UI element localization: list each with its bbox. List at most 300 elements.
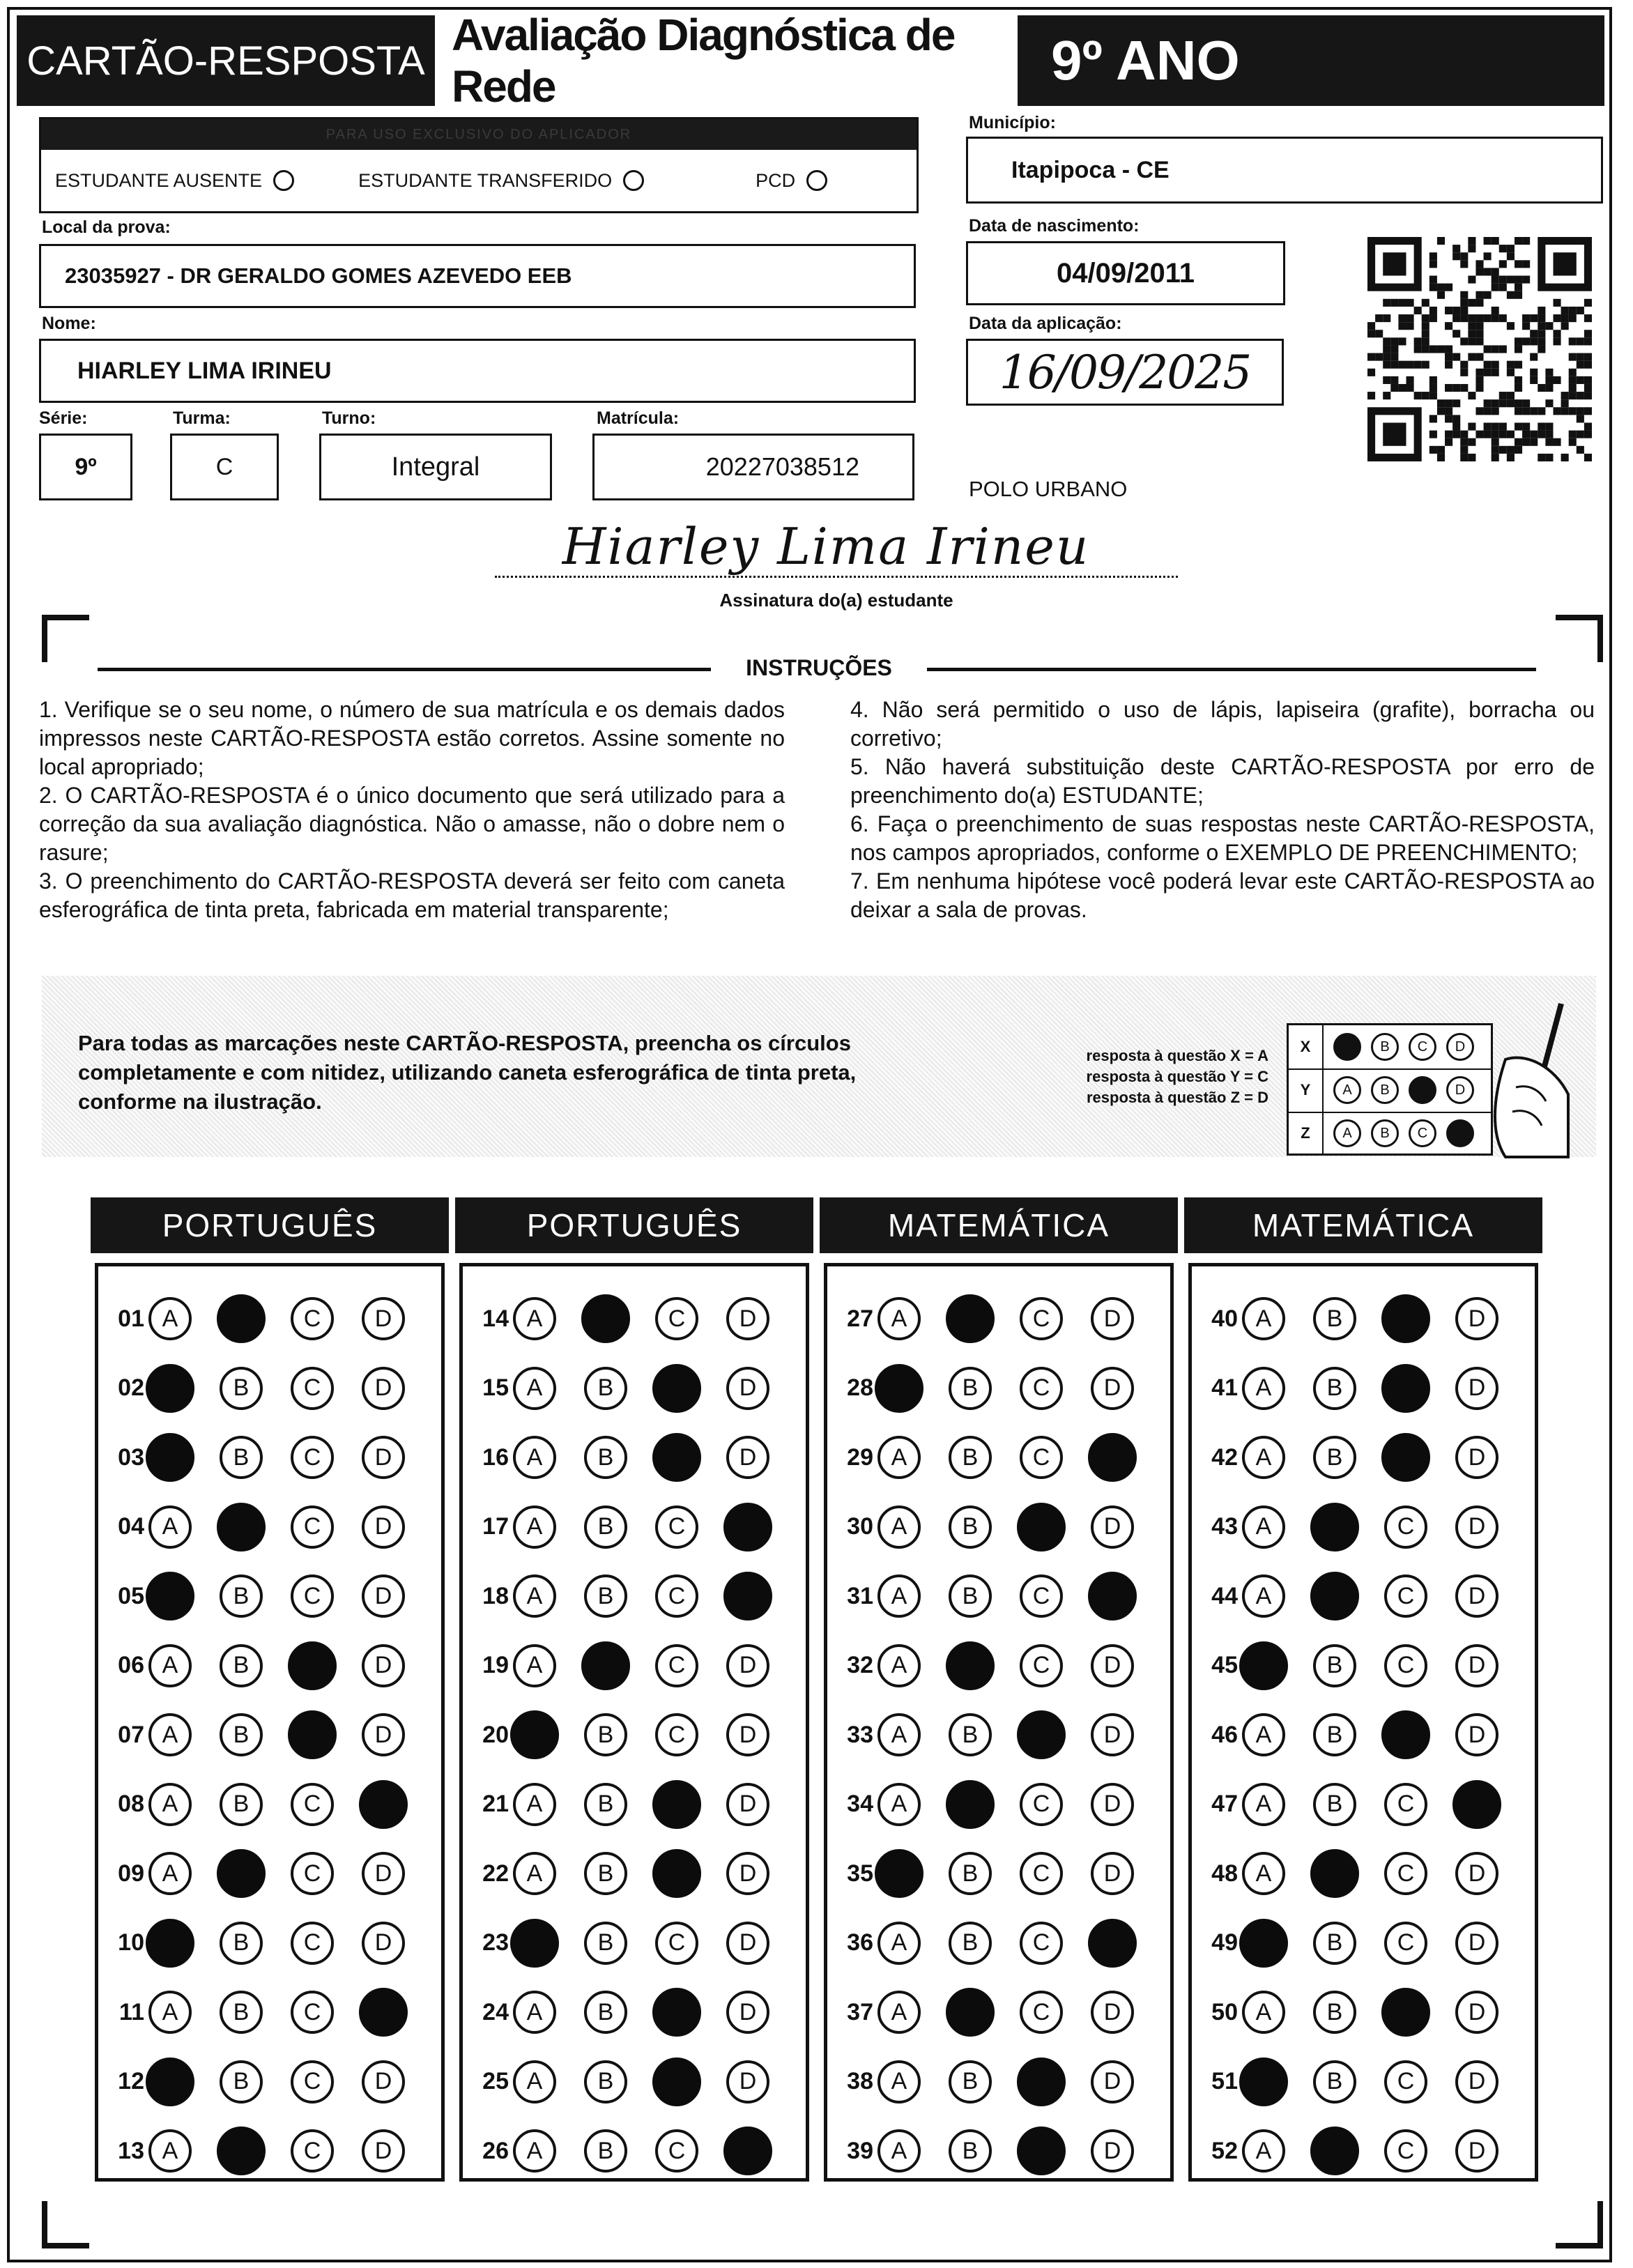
answer-bubble-filled[interactable] xyxy=(1381,1988,1430,2037)
answer-bubble[interactable]: B xyxy=(220,1644,263,1687)
question-row xyxy=(105,2058,433,2106)
answer-bubble-filled[interactable] xyxy=(359,1780,408,1829)
answer-bubble[interactable]: C xyxy=(655,2129,698,2173)
answer-bubble[interactable]: C xyxy=(1384,1783,1427,1826)
answer-bubble[interactable]: C xyxy=(1020,1783,1063,1826)
answer-bubble[interactable]: B xyxy=(584,1852,627,1895)
answer-bubble[interactable]: C xyxy=(655,1297,698,1340)
answer-bubble[interactable]: D xyxy=(1091,1713,1134,1756)
question-row xyxy=(1199,1572,1526,1620)
answer-bubble[interactable]: D xyxy=(1455,1852,1498,1895)
answer-bubble[interactable]: C xyxy=(1384,1922,1427,1965)
answer-bubble[interactable]: A xyxy=(513,1852,556,1895)
answer-bubble[interactable]: C xyxy=(1020,1436,1063,1479)
answer-bubble[interactable]: D xyxy=(1455,1991,1498,2034)
question-row xyxy=(1199,1710,1526,1759)
answer-bubble[interactable]: C xyxy=(1384,1574,1427,1618)
question-number: 24 xyxy=(482,1998,509,2025)
answer-bubble[interactable]: A xyxy=(513,1574,556,1618)
example-bubble: A xyxy=(1333,1119,1361,1147)
answer-bubble[interactable]: D xyxy=(1091,1991,1134,2034)
question-number: 46 xyxy=(1211,1721,1238,1748)
answer-bubble[interactable]: B xyxy=(584,1783,627,1826)
answer-bubble-filled[interactable] xyxy=(1381,1364,1430,1413)
answer-bubble-filled[interactable] xyxy=(146,1572,194,1620)
answer-bubble-filled[interactable] xyxy=(1381,1710,1430,1759)
signature-line xyxy=(495,576,1178,578)
pcd-label: PCD xyxy=(756,169,796,191)
answer-bubble[interactable]: C xyxy=(1020,1852,1063,1895)
question-row xyxy=(470,1503,797,1551)
answer-grid-1 xyxy=(95,1263,445,2182)
answer-bubble-filled[interactable] xyxy=(875,1364,923,1413)
answer-bubble[interactable]: A xyxy=(513,1783,556,1826)
question-number: 17 xyxy=(482,1513,509,1540)
answer-bubble-filled[interactable] xyxy=(1381,1294,1430,1343)
question-row xyxy=(1199,1641,1526,1690)
answer-bubble-filled[interactable] xyxy=(217,2127,266,2175)
question-row xyxy=(834,1919,1162,1968)
turno-field: Integral xyxy=(319,434,552,500)
answer-bubble[interactable]: B xyxy=(220,1922,263,1965)
question-number: 06 xyxy=(118,1652,144,1678)
answer-bubble[interactable]: D xyxy=(362,1852,405,1895)
answer-bubble[interactable]: D xyxy=(1455,1574,1498,1618)
answer-bubble-filled[interactable] xyxy=(217,1294,266,1343)
answer-bubble-filled[interactable] xyxy=(581,1641,630,1690)
question-number: 16 xyxy=(482,1443,509,1471)
answer-bubble[interactable]: B xyxy=(1313,1436,1356,1479)
answer-bubble[interactable]: D xyxy=(362,1713,405,1756)
question-number: 36 xyxy=(847,1929,873,1956)
question-number: 31 xyxy=(847,1582,873,1609)
answer-bubble[interactable]: C xyxy=(1020,1297,1063,1340)
answer-bubble[interactable]: B xyxy=(584,2060,627,2104)
question-number: 37 xyxy=(847,1998,873,2025)
absent-label: ESTUDANTE AUSENTE xyxy=(55,169,263,191)
answer-bubble-filled[interactable] xyxy=(1017,1710,1066,1759)
answer-bubble[interactable]: C xyxy=(291,2060,334,2104)
answer-bubble[interactable]: A xyxy=(148,1644,192,1687)
answer-bubble[interactable]: A xyxy=(513,1644,556,1687)
question-row xyxy=(834,2127,1162,2175)
question-row xyxy=(1199,1433,1526,1482)
matricula-field: 20227038512 xyxy=(592,434,914,500)
answer-bubble[interactable]: A xyxy=(1242,1852,1285,1895)
question-number: 40 xyxy=(1211,1305,1238,1332)
answer-bubble[interactable]: B xyxy=(949,1436,992,1479)
answer-bubble[interactable]: B xyxy=(584,1505,627,1549)
answer-bubble[interactable]: D xyxy=(1455,1505,1498,1549)
answer-bubble[interactable]: C xyxy=(655,1574,698,1618)
question-number: 23 xyxy=(482,1929,509,1956)
question-number: 28 xyxy=(847,1374,873,1401)
answer-bubble-filled[interactable] xyxy=(652,1849,701,1898)
answer-bubble-filled[interactable] xyxy=(510,1710,559,1759)
question-row xyxy=(470,1294,797,1343)
answer-bubble[interactable]: D xyxy=(1455,2129,1498,2173)
serie-field: 9º xyxy=(39,434,132,500)
answer-bubble[interactable]: D xyxy=(1455,1922,1498,1965)
answer-bubble[interactable]: D xyxy=(362,1574,405,1618)
answer-bubble[interactable]: A xyxy=(1242,1991,1285,2034)
question-number: 43 xyxy=(1211,1513,1238,1540)
answer-bubble[interactable]: C xyxy=(291,1436,334,1479)
answer-bubble[interactable]: D xyxy=(1455,1297,1498,1340)
corner-top-right xyxy=(1556,615,1603,662)
question-row xyxy=(105,1988,433,2037)
answer-bubble[interactable]: B xyxy=(949,1852,992,1895)
answer-bubble[interactable]: C xyxy=(1020,1644,1063,1687)
answer-bubble-filled[interactable] xyxy=(1088,1919,1137,1968)
municipio-label: Município: xyxy=(969,113,1056,132)
answer-bubble[interactable]: B xyxy=(949,1922,992,1965)
answer-bubble-filled[interactable] xyxy=(723,1503,772,1551)
question-row xyxy=(470,2127,797,2175)
question-number: 19 xyxy=(482,1652,509,1678)
answer-bubble[interactable]: B xyxy=(584,1574,627,1618)
question-number: 11 xyxy=(119,1998,144,2025)
instruction-6: 6. Faça o preenchimento de suas respostas neste CARTÃO-RESPOSTA, nos campos apropriados, conforme o EXEMPLO DE PREENCHIMENTO; xyxy=(850,811,1595,865)
question-number: 32 xyxy=(847,1652,873,1678)
answer-bubble[interactable]: B xyxy=(949,1367,992,1410)
answer-bubble-filled[interactable] xyxy=(946,1294,995,1343)
instructions-left xyxy=(39,696,785,924)
answer-bubble[interactable]: D xyxy=(1091,2129,1134,2173)
example-text: Para todas as marcações neste CARTÃO-RESPOSTA, preencha os círculos completamente e com nitidez, utilizando caneta esferográfica de tinta preta, conforme na ilustração. xyxy=(78,1031,857,1114)
transferred-bubble[interactable] xyxy=(623,170,644,191)
answer-bubble[interactable]: C xyxy=(655,1922,698,1965)
answer-bubble-filled[interactable] xyxy=(288,1710,337,1759)
answer-bubble-filled[interactable] xyxy=(146,1919,194,1968)
answer-bubble[interactable]: C xyxy=(1384,2129,1427,2173)
question-number: 25 xyxy=(482,2068,509,2094)
answer-bubble[interactable]: D xyxy=(726,1783,769,1826)
answer-bubble[interactable]: C xyxy=(291,2129,334,2173)
answer-bubble[interactable]: C xyxy=(291,1922,334,1965)
answer-bubble[interactable]: B xyxy=(584,1436,627,1479)
question-row xyxy=(470,1572,797,1620)
answer-bubble-filled[interactable] xyxy=(1239,2058,1288,2106)
answer-bubble-filled[interactable] xyxy=(652,1780,701,1829)
question-row xyxy=(470,2058,797,2106)
answer-bubble[interactable]: D xyxy=(726,1367,769,1410)
answer-bubble[interactable]: D xyxy=(362,1436,405,1479)
answer-bubble[interactable]: B xyxy=(584,2129,627,2173)
answer-bubble[interactable]: D xyxy=(726,1297,769,1340)
answer-bubble[interactable]: A xyxy=(877,1436,921,1479)
answer-bubble[interactable]: C xyxy=(1384,1852,1427,1895)
answer-bubble[interactable]: D xyxy=(362,1297,405,1340)
answer-bubble[interactable]: C xyxy=(1020,1367,1063,1410)
question-row xyxy=(834,1988,1162,2037)
answer-bubble-filled[interactable] xyxy=(652,1433,701,1482)
question-row xyxy=(470,1919,797,1968)
answer-bubble[interactable]: C xyxy=(1020,1574,1063,1618)
answer-bubble[interactable]: A xyxy=(148,1297,192,1340)
answer-bubble[interactable]: C xyxy=(291,1297,334,1340)
answer-bubble[interactable]: C xyxy=(1384,1644,1427,1687)
answer-bubble[interactable]: C xyxy=(1384,1505,1427,1549)
answer-bubble[interactable]: B xyxy=(949,1574,992,1618)
answer-bubble[interactable]: A xyxy=(877,1574,921,1618)
answer-bubble[interactable]: C xyxy=(655,1505,698,1549)
answer-bubble[interactable]: B xyxy=(1313,1644,1356,1687)
answer-bubble[interactable]: C xyxy=(291,1367,334,1410)
answer-bubble[interactable]: B xyxy=(949,2060,992,2104)
answer-bubble[interactable]: D xyxy=(1091,2060,1134,2104)
question-row xyxy=(1199,2058,1526,2106)
question-number: 38 xyxy=(847,2068,873,2094)
answer-bubble[interactable]: B xyxy=(949,1713,992,1756)
answer-bubble[interactable]: B xyxy=(584,1991,627,2034)
answer-bubble[interactable]: C xyxy=(1020,1922,1063,1965)
answer-bubble[interactable]: B xyxy=(220,1713,263,1756)
answer-bubble[interactable]: D xyxy=(1091,1644,1134,1687)
answer-bubble[interactable]: B xyxy=(1313,1367,1356,1410)
example-bubble: D xyxy=(1446,1076,1474,1104)
answer-bubble[interactable]: D xyxy=(1091,1297,1134,1340)
answer-bubble[interactable]: A xyxy=(513,1991,556,2034)
question-number: 27 xyxy=(847,1305,873,1332)
question-number: 52 xyxy=(1211,2137,1238,2164)
answer-bubble[interactable]: B xyxy=(584,1367,627,1410)
example-question-label: Y xyxy=(1289,1068,1324,1112)
section-header-1: PORTUGUÊS xyxy=(91,1197,449,1253)
answer-bubble[interactable]: B xyxy=(949,1505,992,1549)
answer-bubble[interactable]: D xyxy=(362,1505,405,1549)
answer-bubble[interactable]: D xyxy=(1455,1367,1498,1410)
question-number: 03 xyxy=(118,1443,144,1471)
answer-bubble-filled[interactable] xyxy=(946,1780,995,1829)
answer-grid-4 xyxy=(1188,1263,1538,2182)
answer-bubble[interactable]: A xyxy=(148,1783,192,1826)
answer-bubble[interactable]: A xyxy=(1242,1783,1285,1826)
answer-bubble[interactable]: D xyxy=(1091,1783,1134,1826)
question-number: 15 xyxy=(482,1374,509,1401)
answer-bubble-filled[interactable] xyxy=(288,1641,337,1690)
absent-bubble[interactable] xyxy=(273,170,294,191)
answer-bubble[interactable]: D xyxy=(1455,1436,1498,1479)
answer-bubble[interactable]: D xyxy=(362,1644,405,1687)
answer-bubble[interactable]: C xyxy=(291,1783,334,1826)
question-row xyxy=(834,1364,1162,1413)
answer-bubble[interactable]: B xyxy=(1313,1991,1356,2034)
instr-rule-right xyxy=(927,668,1536,671)
example-illustration xyxy=(1287,1023,1493,1156)
question-row xyxy=(470,1364,797,1413)
answer-bubble[interactable]: B xyxy=(220,2060,263,2104)
answer-bubble[interactable]: D xyxy=(726,1436,769,1479)
turno-label: Turno: xyxy=(322,408,376,428)
answer-bubble-filled[interactable] xyxy=(1017,2127,1066,2175)
question-number: 33 xyxy=(847,1721,873,1748)
answer-bubble[interactable]: A xyxy=(148,1852,192,1895)
answer-bubble[interactable]: A xyxy=(1242,1367,1285,1410)
question-number: 21 xyxy=(482,1791,509,1817)
answer-bubble[interactable]: D xyxy=(362,1367,405,1410)
answer-bubble-filled[interactable] xyxy=(1088,1572,1137,1620)
answer-bubble-filled[interactable] xyxy=(1310,1572,1359,1620)
question-number: 02 xyxy=(118,1374,144,1401)
answer-bubble-filled[interactable] xyxy=(946,1641,995,1690)
answer-bubble[interactable]: D xyxy=(1091,1367,1134,1410)
answer-bubble[interactable]: D xyxy=(726,1991,769,2034)
question-row xyxy=(105,1710,433,1759)
answer-bubble[interactable]: B xyxy=(220,1367,263,1410)
card-title: CARTÃO-RESPOSTA xyxy=(17,15,435,106)
answer-bubble[interactable]: A xyxy=(1242,1713,1285,1756)
transferred-label: ESTUDANTE TRANSFERIDO xyxy=(358,169,613,191)
answer-bubble[interactable]: A xyxy=(877,1505,921,1549)
answer-bubble-filled[interactable] xyxy=(1239,1919,1288,1968)
answer-bubble[interactable]: A xyxy=(1242,2129,1285,2173)
answer-bubble[interactable]: A xyxy=(877,1991,921,2034)
answer-bubble[interactable]: A xyxy=(877,1644,921,1687)
answer-bubble[interactable]: B xyxy=(1313,1783,1356,1826)
answer-bubble[interactable]: D xyxy=(726,1713,769,1756)
answer-bubble-filled[interactable] xyxy=(1310,1849,1359,1898)
question-number: 05 xyxy=(118,1582,144,1609)
answer-bubble-filled[interactable] xyxy=(581,1294,630,1343)
answer-bubble[interactable]: D xyxy=(1455,1644,1498,1687)
example-bubble: B xyxy=(1371,1033,1399,1061)
example-question-label: X xyxy=(1289,1025,1324,1068)
answer-bubble[interactable]: C xyxy=(1384,2060,1427,2104)
answer-bubble-filled[interactable] xyxy=(359,1988,408,2037)
answer-bubble-filled[interactable] xyxy=(875,1849,923,1898)
answer-bubble[interactable]: C xyxy=(655,1713,698,1756)
answer-bubble-filled[interactable] xyxy=(146,1364,194,1413)
answer-bubble[interactable]: D xyxy=(362,1922,405,1965)
answer-bubble[interactable]: B xyxy=(220,1574,263,1618)
answer-bubble[interactable]: B xyxy=(220,1436,263,1479)
answer-bubble-filled[interactable] xyxy=(723,2127,772,2175)
question-number: 12 xyxy=(118,2068,144,2094)
answer-bubble[interactable]: D xyxy=(362,2060,405,2104)
answer-bubble[interactable]: A xyxy=(877,2129,921,2173)
question-row xyxy=(470,1433,797,1482)
answer-bubble-filled[interactable] xyxy=(1310,2127,1359,2175)
answer-grid-3 xyxy=(824,1263,1174,2182)
answer-bubble[interactable]: D xyxy=(726,1852,769,1895)
answer-bubble[interactable]: D xyxy=(726,2060,769,2104)
answer-bubble-filled[interactable] xyxy=(1017,1503,1066,1551)
answer-bubble[interactable]: B xyxy=(949,2129,992,2173)
answer-bubble-filled[interactable] xyxy=(510,1919,559,1968)
assessment-title: Avaliação Diagnóstica de Rede xyxy=(452,15,1016,106)
nome-field: HIARLEY LIMA IRINEU xyxy=(39,339,916,403)
question-row xyxy=(834,1849,1162,1898)
answer-bubble[interactable]: A xyxy=(877,1783,921,1826)
answer-bubble-filled[interactable] xyxy=(1310,1503,1359,1551)
question-row xyxy=(105,1294,433,1343)
answer-bubble[interactable]: D xyxy=(362,2129,405,2173)
answer-bubble[interactable]: A xyxy=(148,1991,192,2034)
example-row xyxy=(1289,1025,1491,1070)
answer-bubble-filled[interactable] xyxy=(652,1364,701,1413)
answer-bubble-filled[interactable] xyxy=(146,2058,194,2106)
answer-bubble-filled[interactable] xyxy=(146,1433,194,1482)
answer-bubble[interactable]: B xyxy=(220,1783,263,1826)
answer-bubble[interactable]: A xyxy=(513,1367,556,1410)
question-number: 35 xyxy=(847,1860,873,1887)
answer-bubble[interactable]: B xyxy=(1313,1713,1356,1756)
answer-bubble[interactable]: D xyxy=(726,1644,769,1687)
answer-bubble-filled[interactable] xyxy=(217,1503,266,1551)
qr-code xyxy=(1367,237,1592,461)
answer-bubble[interactable]: A xyxy=(877,1297,921,1340)
answer-bubble-filled[interactable] xyxy=(652,1988,701,2037)
answer-bubble[interactable]: A xyxy=(877,1713,921,1756)
answer-bubble[interactable]: A xyxy=(1242,1574,1285,1618)
pcd-bubble[interactable] xyxy=(806,170,827,191)
answer-bubble[interactable]: C xyxy=(1020,1991,1063,2034)
student-signature: Hiarley Lima Irineu xyxy=(562,517,1090,576)
answer-bubble[interactable]: B xyxy=(1313,1297,1356,1340)
instruction-4: 4. Não será permitido o uso de lápis, lapiseira (grafite), borracha ou corretivo; xyxy=(850,697,1595,751)
answer-bubble[interactable]: D xyxy=(726,1922,769,1965)
answer-bubble-filled[interactable] xyxy=(217,1849,266,1898)
answer-bubble[interactable]: B xyxy=(220,1991,263,2034)
answer-bubble[interactable]: A xyxy=(513,1297,556,1340)
matricula-label: Matrícula: xyxy=(597,408,680,428)
question-row xyxy=(834,1433,1162,1482)
answer-bubble[interactable]: D xyxy=(1455,1713,1498,1756)
answer-bubble[interactable]: B xyxy=(584,1922,627,1965)
municipio-field: Itapipoca - CE xyxy=(966,137,1603,204)
section-header-2: PORTUGUÊS xyxy=(455,1197,813,1253)
answer-bubble[interactable]: B xyxy=(584,1713,627,1756)
answer-bubble[interactable]: C xyxy=(291,1505,334,1549)
answer-bubble[interactable]: C xyxy=(291,1574,334,1618)
answer-bubble-filled[interactable] xyxy=(1017,2058,1066,2106)
answer-bubble[interactable]: A xyxy=(877,2060,921,2104)
answer-bubble[interactable]: A xyxy=(513,2129,556,2173)
answer-bubble[interactable]: D xyxy=(1091,1505,1134,1549)
answer-bubble-filled[interactable] xyxy=(723,1572,772,1620)
signature-caption: Assinatura do(a) estudante xyxy=(719,590,953,611)
answer-bubble[interactable]: C xyxy=(291,1991,334,2034)
answer-bubble[interactable]: B xyxy=(1313,1922,1356,1965)
answer-bubble-filled[interactable] xyxy=(946,1988,995,2037)
answer-bubble[interactable]: A xyxy=(1242,1505,1285,1549)
answer-bubble-filled[interactable] xyxy=(1381,1433,1430,1482)
answer-bubble[interactable]: A xyxy=(513,1505,556,1549)
answer-bubble[interactable]: C xyxy=(291,1852,334,1895)
answer-bubble-filled[interactable] xyxy=(1239,1641,1288,1690)
answer-bubble[interactable]: A xyxy=(1242,1297,1285,1340)
instruction-3: 3. O preenchimento do CARTÃO-RESPOSTA deverá ser feito com caneta esferográfica de tinta preta, fabricada em material transparente; xyxy=(39,868,785,922)
answer-bubble[interactable]: D xyxy=(1091,1852,1134,1895)
answer-bubble[interactable]: A xyxy=(148,2129,192,2173)
answer-bubble[interactable]: A xyxy=(877,1922,921,1965)
answer-bubble[interactable]: C xyxy=(655,1644,698,1687)
answer-bubble-filled[interactable] xyxy=(1088,1433,1137,1482)
answer-bubble[interactable]: D xyxy=(1455,2060,1498,2104)
answer-bubble[interactable]: A xyxy=(513,1436,556,1479)
answer-bubble[interactable]: A xyxy=(148,1713,192,1756)
answer-bubble[interactable]: B xyxy=(1313,2060,1356,2104)
answer-bubble-filled[interactable] xyxy=(652,2058,701,2106)
answer-bubble[interactable]: A xyxy=(148,1505,192,1549)
question-number: 48 xyxy=(1211,1860,1238,1887)
question-number: 29 xyxy=(847,1443,873,1471)
answer-bubble[interactable]: A xyxy=(513,2060,556,2104)
question-number: 18 xyxy=(482,1582,509,1609)
answer-bubble[interactable]: A xyxy=(1242,1436,1285,1479)
answer-bubble-filled[interactable] xyxy=(1452,1780,1501,1829)
